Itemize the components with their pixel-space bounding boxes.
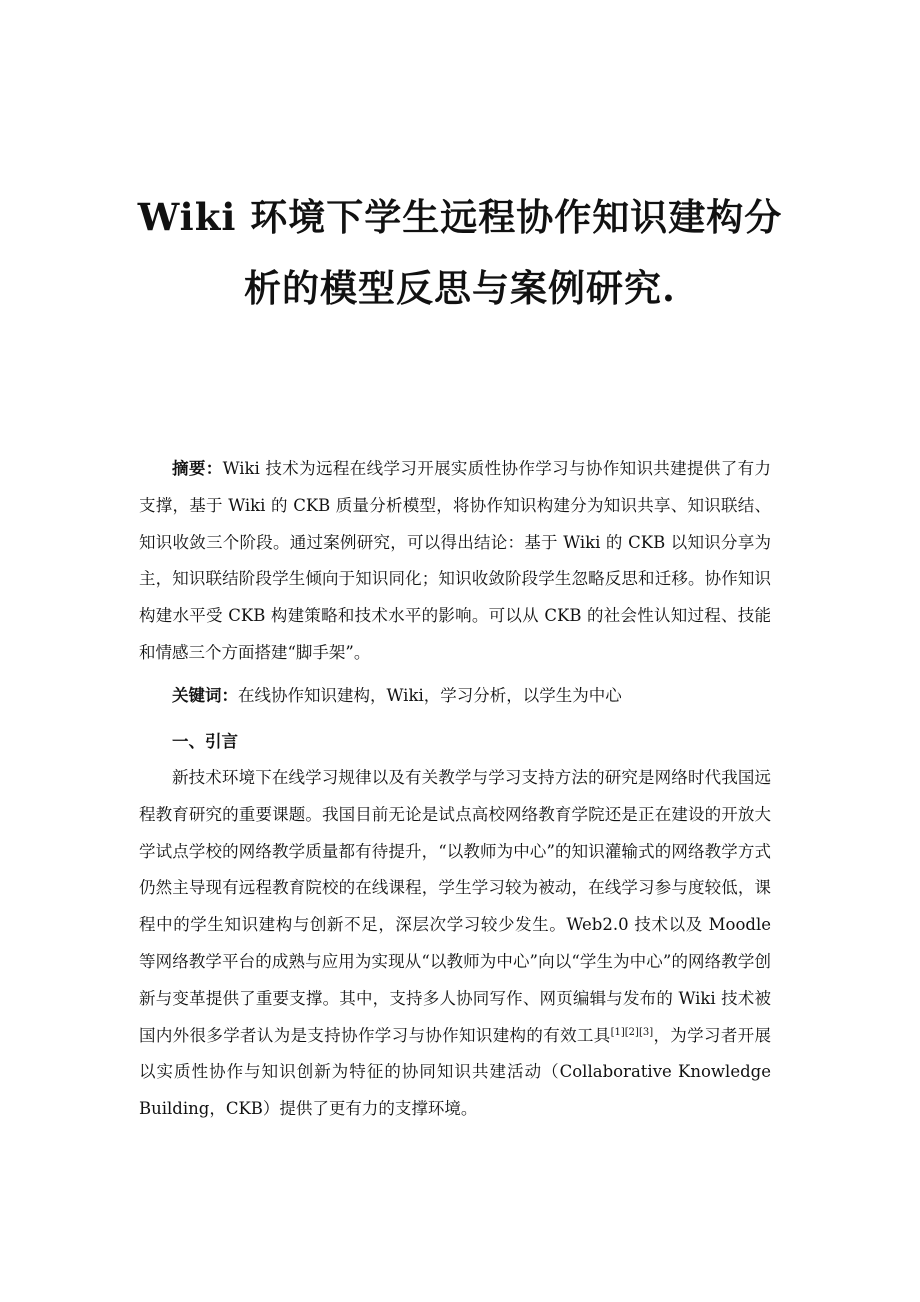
abstract-label: 摘要： (172, 459, 223, 478)
paper-title-line-1: Wiki 环境下学生远程协作知识建构分 (137, 195, 783, 239)
keywords-paragraph (139, 678, 771, 715)
section-heading-introduction: 一、引言 (172, 732, 238, 751)
keywords-block (139, 678, 771, 715)
abstract-paragraph (139, 451, 771, 672)
introduction-text-part-2: ，为学习者开展以实质性协作与知识创新为特征的协同知识共建活动（Collaborative Knowledge Building，CKB）提供了更有力的支撑环境。 (139, 1025, 772, 1119)
citation-references: [1][2][3] (610, 1026, 654, 1038)
abstract-text: Wiki 技术为远程在线学习开展实质性协作学习与协作知识共建提供了有力支撑，基于 Wiki 的 CKB 质量分析模型，将协作知识构建分为知识共享、知识联结、知识收敛三个阶段。通过案例研究，可以得出结论：基于 Wiki 的 CKB 以知识分享为主，知识联结阶段学生倾向于知识同化；知识收敛阶段学生忽略反思和迁移。协作知识构建水平受 CKB 构建策略和技术水平的影响。可以从 CKB 的社会性认知过程、技能和情感三个方面搭建“脚手架”。 (139, 459, 771, 662)
introduction-paragraph (139, 760, 771, 1128)
abstract-block (139, 451, 771, 672)
keywords-label: 关键词： (172, 686, 238, 705)
introduction-text-part-1: 新技术环境下在线学习规律以及有关教学与学习支持方法的研究是网络时代我国远程教育研究的重要课题。我国目前无论是试点高校网络教育学院还是正在建设的开放大学试点学校的网络教学质量都有待提升，“以教师为中心”的知识灌输式的网络教学方式仍然主导现有远程教育院校的在线课程，学生学习较为被动，在线学习参与度较低，课程中的学生知识建构与创新不足，深层次学习较少发生。Web2.0 技术以及 Moodle 等网络教学平台的成熟与应用为实现从“以教师为中心”向以“学生为中心”的网络教学创新与变革提供了重要支撑。其中，支持多人协同写作、网页编辑与发布的 Wiki 技术被国内外很多学者认为是支持协作学习与协作知识建构的有效工具 (139, 768, 771, 1045)
keywords-text: 在线协作知识建构，Wiki，学习分析，以学生为中心 (238, 686, 622, 705)
paper-title-line-2: 析的模型反思与案例研究. (244, 266, 676, 310)
introduction-block (139, 760, 771, 1128)
section-heading-block (139, 724, 771, 761)
